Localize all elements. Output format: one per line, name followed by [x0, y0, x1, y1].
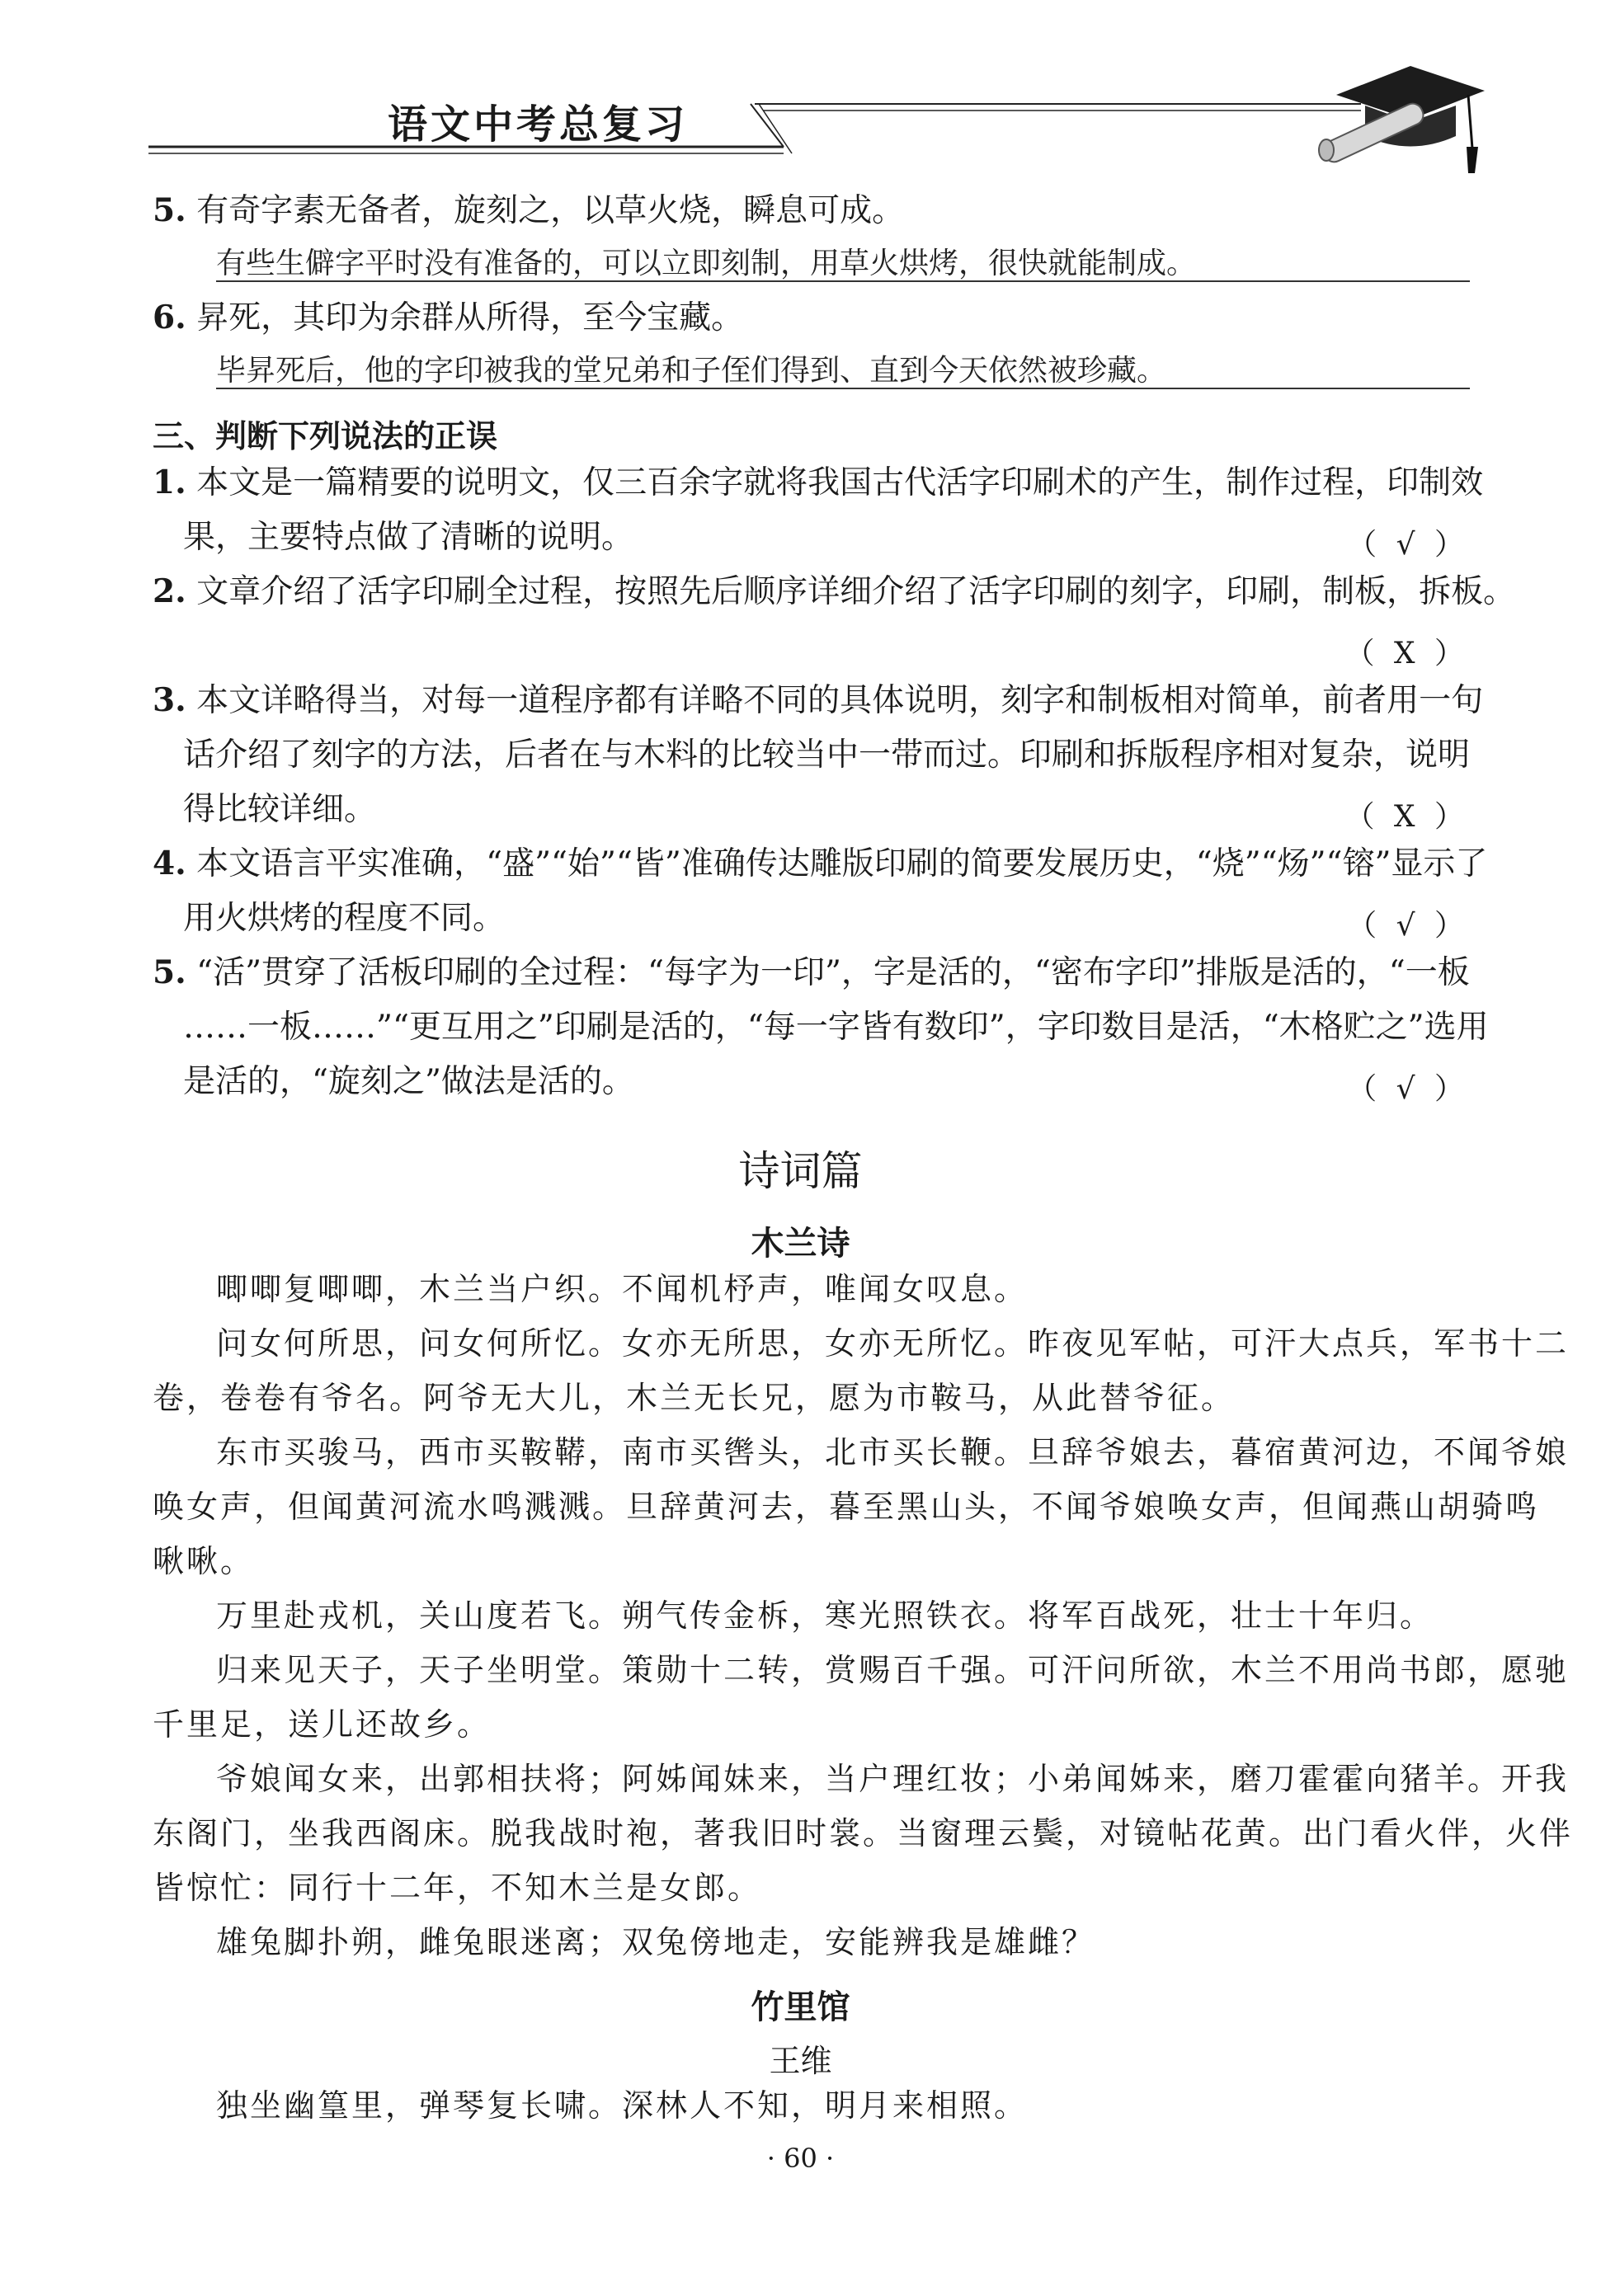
poem-line: 唤女声，但闻黄河流水鸣溅溅。旦辞黄河去，暮至黑山头，不闻爷娘唤女声，但闻燕山胡骑鸣 — [153, 1489, 1540, 1525]
poem-line: 爷娘闻女来，出郭相扶将；阿姊闻妹来，当户理红妆；小弟闻姊来，磨刀霍霍向猪羊。开我 — [216, 1761, 1570, 1797]
page-number: · 60 · — [766, 2143, 835, 2174]
poetry-section-title: 诗词篇 — [738, 1147, 863, 1195]
judge-mark: （ √ ） — [1347, 909, 1469, 943]
translation-item-6: 6. 昇死，其印为余群从所得，至今宝藏。 — [153, 299, 744, 336]
poem-line: 归来见天子，天子坐明堂。策勋十二转，赏赐百千强。可汗问所欲，木兰不用尚书郎，愿驰 — [216, 1652, 1570, 1688]
judge-item-line: 话介绍了刻字的方法，后者在与木料的比较当中一带而过。印刷和拆版程序相对复杂，说明 — [183, 736, 1471, 774]
poem-author: 王维 — [769, 2043, 832, 2079]
judge-item-line: ……一板……”“更互用之”印刷是活的，“每一字皆有数印”，字印数目是活，“木格贮之”选用 — [183, 1009, 1489, 1046]
judge-item-5: 5. “活”贯穿了活板印刷的全过程：“每字为一印”，字是活的，“密布字印”排版是活的，“一板 — [153, 953, 1470, 991]
judge-item-3: 3. 本文详略得当，对每一道程序都有详略不同的具体说明，刻字和制板相对简单，前者用一句 — [153, 681, 1484, 719]
poem-line: 唧唧复唧唧，木兰当户织。不闻机杼声，唯闻女叹息。 — [216, 1271, 1029, 1307]
judge-mark: （ X ） — [1344, 637, 1469, 670]
answer-underline — [216, 388, 1470, 389]
judge-item-1: 1. 本文是一篇精要的说明文，仅三百余字就将我国古代活字印刷术的产生，制作过程，印制效 — [153, 463, 1484, 501]
poem-line: 卷，卷卷有爷名。阿爷无大儿，木兰无长兄，愿为市鞍马，从此替爷征。 — [153, 1380, 1236, 1416]
header-decoration — [148, 49, 1485, 181]
poem-title: 木兰诗 — [751, 1224, 850, 1263]
judge-item-2: 2. 文章介绍了活字印刷全过程，按照先后顺序详细介绍了活字印刷的刻字，印刷，制板，拆板。 — [153, 572, 1516, 610]
judge-mark: （ √ ） — [1347, 1072, 1469, 1106]
judge-item-4: 4. 本文语言平实准确，“盛”“始”“皆”准确传达雕版印刷的简要发展历史，“烧”“炀”“镕”显示了 — [153, 845, 1488, 882]
judge-item-line: 得比较详细。 — [183, 791, 377, 828]
poem-line: 万里赴戎机，关山度若飞。朔气传金柝，寒光照铁衣。将军百战死，壮士十年归。 — [216, 1597, 1434, 1634]
judge-item-line: 果，主要特点做了清晰的说明。 — [183, 519, 634, 556]
graduation-cap-icon — [1303, 58, 1493, 181]
poem-line: 皆惊忙：同行十二年，不知木兰是女郎。 — [153, 1870, 762, 1906]
poem-line: 问女何所思，问女何所忆。女亦无所思，女亦无所忆。昨夜见军帖，可汗大点兵，军书十二 — [216, 1325, 1570, 1362]
poem-title: 竹里馆 — [751, 1988, 850, 2026]
judge-item-line: 用火烘烤的程度不同。 — [183, 900, 506, 937]
translation-answer: 毕昇死后，他的字印被我的堂兄弟和子侄们得到、直到今天依然被珍藏。 — [216, 354, 1167, 388]
poem-line: 雄兔脚扑朔，雌兔眼迷离；双兔傍地走，安能辨我是雄雌？ — [216, 1924, 1096, 1960]
poem-line: 千里足，送儿还故乡。 — [153, 1706, 492, 1743]
judge-mark: （ √ ） — [1347, 528, 1469, 562]
translation-item-5: 5. 有奇字素无备者，旋刻之，以草火烧，瞬息可成。 — [153, 191, 905, 229]
poem-line: 啾啾。 — [153, 1543, 255, 1579]
page-header — [148, 49, 1485, 181]
poem-line: 独坐幽篁里，弹琴复长啸。深林人不知，明月来相照。 — [216, 2087, 1029, 2124]
poem-line: 东阁门，坐我西阁床。脱我战时袍，著我旧时裳。当窗理云鬓，对镜帖花黄。出门看火伴，火伴 — [153, 1815, 1574, 1851]
answer-underline — [216, 280, 1470, 282]
translation-answer: 有些生僻字平时没有准备的，可以立即刻制，用草火烘烤，很快就能制成。 — [216, 247, 1197, 280]
section-heading: 三、判断下列说法的正误 — [153, 418, 498, 454]
header-title: 语文中考总复习 — [388, 101, 689, 148]
judge-mark: （ X ） — [1344, 800, 1469, 834]
poem-line: 东市买骏马，西市买鞍鞯，南市买辔头，北市买长鞭。旦辞爷娘去，暮宿黄河边，不闻爷娘 — [216, 1434, 1570, 1470]
original-sentence: 昇死，其印为余群从所得，至今宝藏。 — [196, 299, 744, 336]
judge-item-line: 是活的，“旋刻之”做法是活的。 — [183, 1063, 634, 1100]
original-sentence: 有奇字素无备者，旋刻之，以草火烧，瞬息可成。 — [196, 192, 905, 229]
